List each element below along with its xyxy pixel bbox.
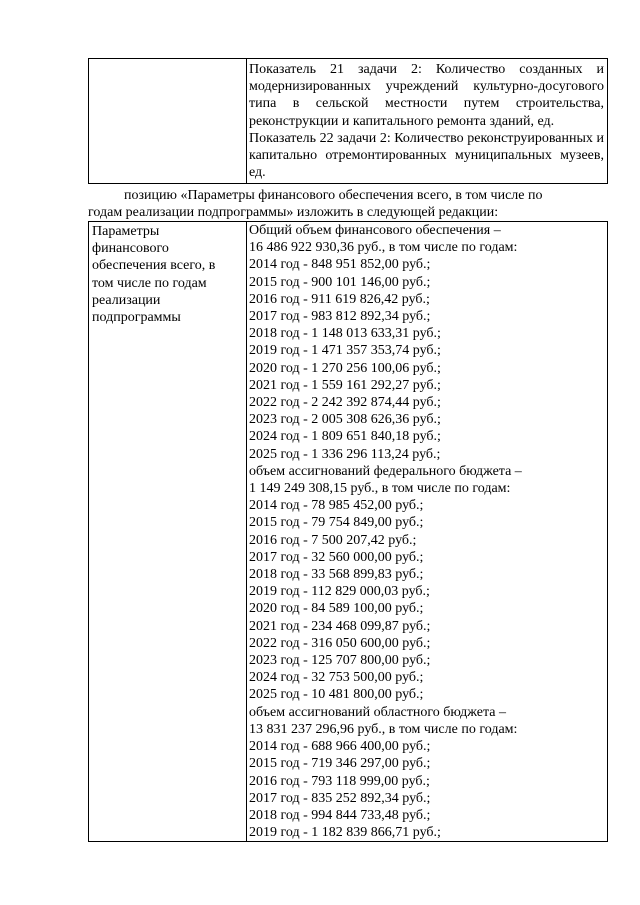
finance-line: 2022 год - 316 050 600,00 руб.; — [249, 635, 431, 651]
finance-values-cell — [247, 222, 608, 842]
intro-line-1: позицию «Параметры финансового обеспечения всего, в том числе по — [124, 188, 543, 203]
finance-label-line: финансового — [92, 241, 169, 257]
finance-label-cell — [89, 222, 247, 842]
finance-label-line: подпрограммы — [92, 310, 181, 326]
finance-line: 2016 год - 793 118 999,00 руб.; — [249, 773, 430, 789]
indicators-left-cell — [89, 59, 247, 184]
finance-line: 2016 год - 7 500 207,42 руб.; — [249, 532, 417, 548]
finance-table — [88, 221, 608, 842]
finance-label-line: обеспечения всего, в — [92, 258, 216, 274]
finance-label-line: реализации — [92, 292, 161, 308]
finance-line: 2024 год - 1 809 651 840,18 руб.; — [249, 429, 441, 445]
finance-line: 2021 год - 234 468 099,87 руб.; — [249, 618, 431, 634]
finance-line: 2018 год - 1 148 013 633,31 руб.; — [249, 326, 441, 342]
finance-line: 2020 год - 84 589 100,00 руб.; — [249, 601, 424, 617]
finance-line: 2023 год - 2 005 308 626,36 руб.; — [249, 412, 441, 428]
indicators-table — [88, 58, 608, 184]
finance-line: 2021 год - 1 559 161 292,27 руб.; — [249, 377, 441, 393]
finance-line: 2019 год - 1 471 357 353,74 руб.; — [249, 343, 441, 359]
finance-line: 2019 год - 1 182 839 866,71 руб.; — [249, 825, 441, 841]
finance-line: 2018 год - 33 568 899,83 руб.; — [249, 567, 424, 583]
finance-line: 2018 год - 994 844 733,48 руб.; — [249, 807, 431, 823]
finance-line: 16 486 922 930,36 руб., в том числе по годам: — [249, 240, 518, 256]
finance-line: объем ассигнований федерального бюджета – — [249, 463, 522, 479]
finance-line: 2025 год - 1 336 296 113,24 руб.; — [249, 446, 441, 462]
finance-line: 2014 год - 688 966 400,00 руб.; — [249, 739, 431, 755]
finance-line: 2017 год - 983 812 892,34 руб.; — [249, 309, 431, 325]
finance-line: 2015 год - 719 346 297,00 руб.; — [249, 756, 431, 772]
finance-line: 2025 год - 10 481 800,00 руб.; — [249, 687, 424, 703]
finance-row — [89, 222, 608, 842]
indicator-22-text: Показатель 22 задачи 2: Количество реконструированных и капитально отремонтированных муниципальных музеев, ед. — [249, 130, 604, 181]
finance-line: 2024 год - 32 753 500,00 руб.; — [249, 670, 424, 686]
finance-line: 2014 год - 78 985 452,00 руб.; — [249, 498, 424, 514]
finance-line: 2022 год - 2 242 392 874,44 руб.; — [249, 395, 441, 411]
indicators-row — [89, 59, 608, 184]
finance-label-line: Параметры — [92, 224, 160, 239]
finance-line: 2015 год - 79 754 849,00 руб.; — [249, 515, 424, 531]
finance-line: Общий объем финансового обеспечения – — [249, 223, 501, 238]
indicator-21-text: Показатель 21 задачи 2: Количество созданных и модернизированных учреждений культурно-досугового типа в сельской местности путем строительства, реконструкции и капитального ремонта зданий, ед. — [249, 62, 604, 129]
finance-line: 2017 год - 835 252 892,34 руб.; — [249, 790, 431, 806]
finance-line: 2019 год - 112 829 000,03 руб.; — [249, 584, 430, 600]
finance-line: 13 831 237 296,96 руб., в том числе по годам: — [249, 721, 518, 737]
intro-line-2: годам реализации подпрограммы» изложить в следующей редакции: — [88, 205, 499, 220]
finance-line: объем ассигнований областного бюджета – — [249, 704, 506, 720]
finance-label-line: том числе по годам — [92, 275, 207, 291]
indicators-right-cell — [247, 59, 608, 184]
finance-line: 1 149 249 308,15 руб., в том числе по годам: — [249, 481, 511, 497]
finance-line: 2020 год - 1 270 256 100,06 руб.; — [249, 360, 441, 376]
finance-line: 2023 год - 125 707 800,00 руб.; — [249, 653, 431, 669]
finance-line: 2014 год - 848 951 852,00 руб.; — [249, 257, 431, 273]
finance-line: 2015 год - 900 101 146,00 руб.; — [249, 274, 431, 290]
intro-paragraph — [88, 187, 608, 221]
finance-line: 2017 год - 32 560 000,00 руб.; — [249, 549, 424, 565]
finance-line: 2016 год - 911 619 826,42 руб.; — [249, 291, 430, 307]
